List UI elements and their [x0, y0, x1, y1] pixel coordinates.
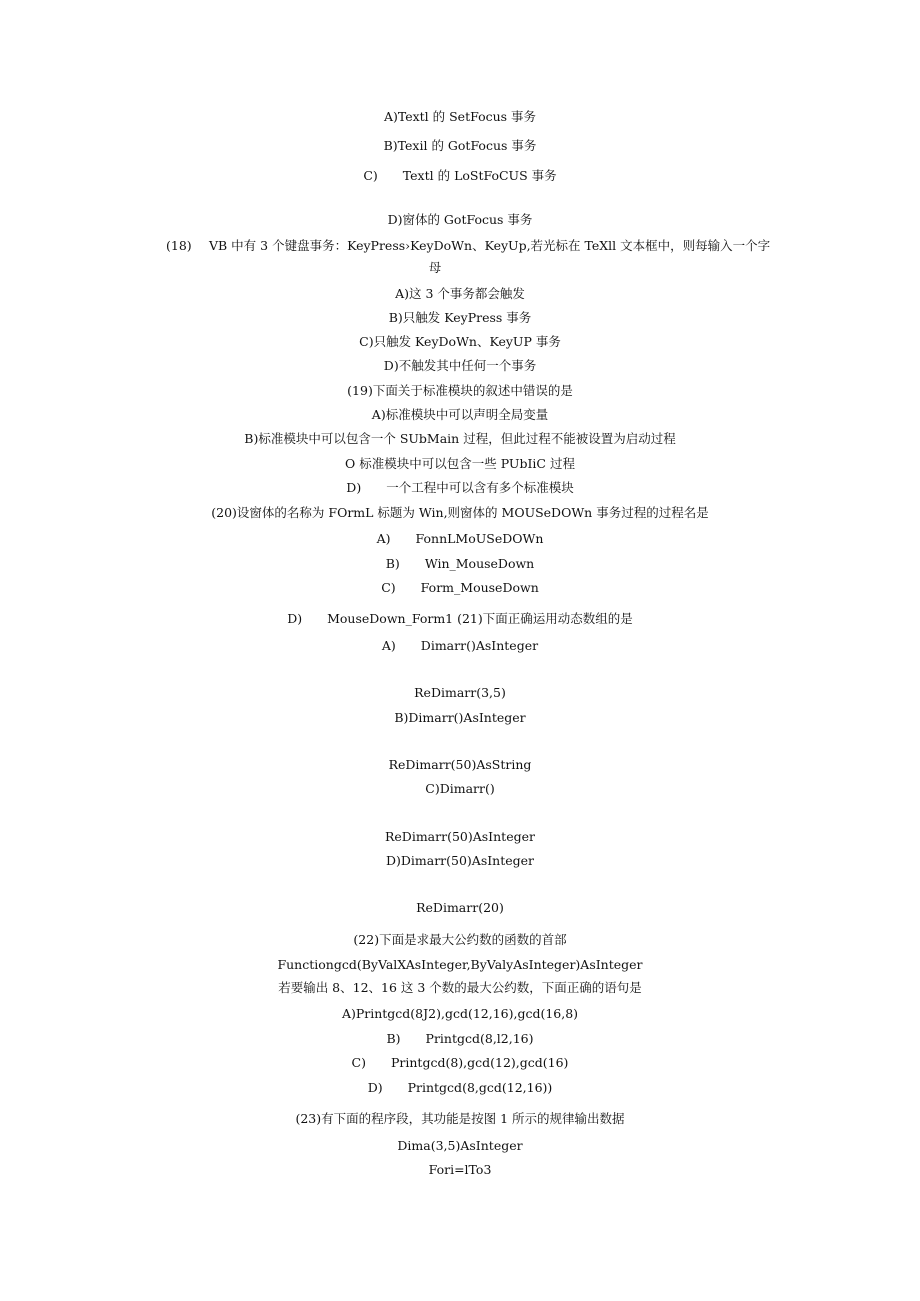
- q18-option-c: C)只触发 KeyDoWn、KeyUP 事务: [359, 334, 561, 349]
- q21-option-a: A) Dimarr()AsInteger: [381, 638, 539, 653]
- q21-option-c: C)Dimarr(): [425, 781, 495, 796]
- q19-option-b: B)标准模块中可以包含一个 SUbMain 过程，但此过程不能被设置为启动过程: [244, 431, 676, 446]
- q21-option-b: B)Dimarr()AsInteger: [394, 710, 526, 725]
- q22-option-a: A)Printgcd(8J2),gcd(12,16),gcd(16,8): [341, 1006, 579, 1021]
- option-c-lostfocus: C) Textl 的 LoStFoCUS 事务: [363, 168, 557, 183]
- q19-option-a: A)标准模块中可以声明全局变量: [371, 407, 549, 422]
- q18-option-b: B)只触发 KeyPress 事务: [388, 310, 532, 325]
- question-23: (23)有下面的程序段，其功能是按图 1 所示的规律输出数据: [295, 1111, 625, 1126]
- q21-option-b-redim: ReDimarr(50)AsString: [388, 757, 532, 772]
- question-18-number: (18): [166, 238, 192, 253]
- q23-code-dim: Dima(3,5)AsInteger: [397, 1138, 523, 1153]
- q22-option-c: C) Printgcd(8),gcd(12),gcd(16): [351, 1055, 569, 1070]
- q22-function-header: Functiongcd(ByValXAsInteger,ByValyAsInteger)AsInteger: [277, 957, 643, 972]
- q22-prompt: 若要输出 8、12、16 这 3 个数的最大公约数，下面正确的语句是: [278, 980, 642, 995]
- question-20: (20)设窗体的名称为 FOrmL 标题为 Win,则窗体的 MOUSeDOWn 事务过程的过程名是: [211, 505, 709, 520]
- q22-option-d: D) Printgcd(8,gcd(12,16)): [367, 1080, 553, 1095]
- question-18-text: VB 中有 3 个键盘事务：KeyPress›KeyDoWn、KeyUp,若光标在 TeXll 文本框中，则每输入一个字: [209, 238, 771, 253]
- q18-option-a: A)这 3 个事务都会触发: [395, 286, 525, 301]
- question-18-text-continued: 母: [428, 260, 442, 275]
- q23-code-for: Fori=lTo3: [428, 1162, 492, 1177]
- option-b-gotfocus: B)Texil 的 GotFocus 事务: [383, 138, 537, 153]
- q20-option-b: B) Win_MouseDown: [385, 556, 535, 571]
- q20-option-c: C) Form_MouseDown: [381, 580, 539, 595]
- question-22: (22)下面是求最大公约数的函数的首部: [353, 932, 567, 947]
- q19-option-d: D) 一个工程中可以含有多个标准模块: [346, 480, 574, 495]
- option-d-form-gotfocus: D)窗体的 GotFocus 事务: [387, 212, 533, 227]
- q21-option-c-redim: ReDimarr(50)AsInteger: [385, 829, 535, 844]
- q22-option-b: B) Printgcd(8,l2,16): [386, 1031, 534, 1046]
- q20-option-d-and-question-21: D) MouseDown_Form1 (21)下面正确运用动态数组的是: [287, 611, 633, 626]
- q18-option-d: D)不触发其中任何一个事务: [383, 358, 537, 373]
- q21-option-a-redim: ReDimarr(3,5): [414, 685, 506, 700]
- option-a-setfocus: A)Textl 的 SetFocus 事务: [383, 109, 537, 124]
- q21-option-d: D)Dimarr(50)AsInteger: [385, 853, 535, 868]
- q19-option-c: O 标准模块中可以包含一些 PUbIiC 过程: [345, 456, 575, 471]
- q21-option-d-redim: ReDimarr(20): [416, 900, 504, 915]
- q20-option-a: A) FonnLMoUSeDOWn: [376, 531, 544, 546]
- question-19: (19)下面关于标准模块的叙述中错误的是: [347, 383, 573, 398]
